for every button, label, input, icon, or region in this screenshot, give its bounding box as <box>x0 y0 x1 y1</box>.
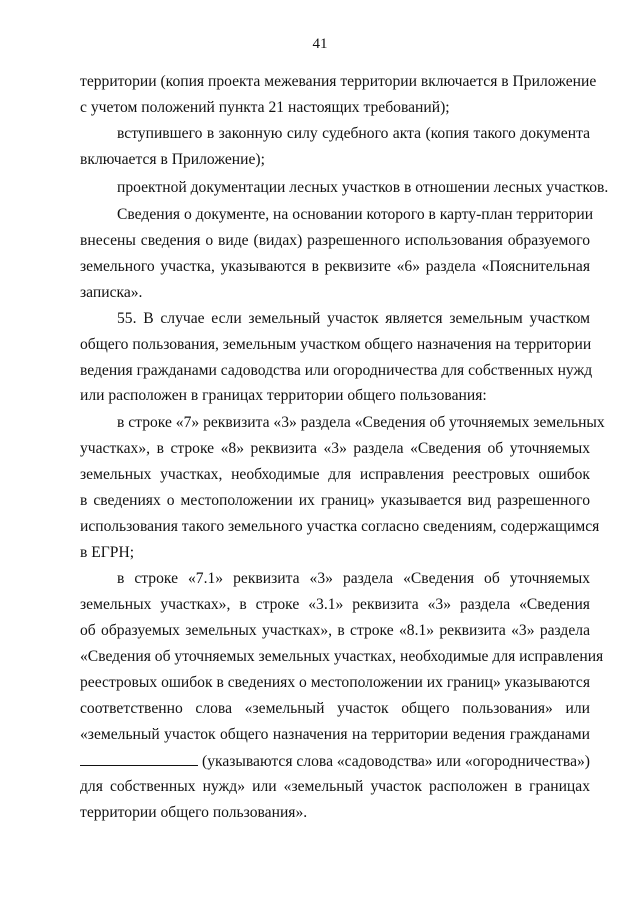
text-fragment: (указываются слова «садоводства» или «огородничества») <box>202 753 590 770</box>
text-line: или расположен в границах территории общего пользования: <box>80 387 487 404</box>
text-line: внесены сведения о виде (видах) разрешенного использования образуемого <box>80 232 590 249</box>
text-line-with-blank <box>80 751 590 772</box>
text-line: земельных участках», в строке «3.1» реквизита «3» раздела «Сведения <box>80 596 590 613</box>
text-line: записка». <box>80 284 143 301</box>
page-number: 41 <box>312 36 328 52</box>
text-line: об образуемых земельных участках», в строке «8.1» реквизита «3» раздела <box>80 622 590 639</box>
text-line: ведения гражданами садоводства или огородничества для собственных нужд <box>80 362 593 379</box>
text-line: 55. В случае если земельный участок является земельным участком <box>117 310 590 327</box>
text-line: «земельный участок общего назначения на территории ведения гражданами <box>80 726 590 743</box>
text-line: использования такого земельного участка согласно сведениям, содержащимся <box>80 518 600 535</box>
text-line: реестровых ошибок в сведениях о местоположении их границ» указываются <box>80 674 590 691</box>
text-line: в строке «7» реквизита «3» раздела «Сведения об уточняемых земельных <box>117 414 605 431</box>
text-line: Сведения о документе, на основании которого в карту-план территории <box>117 206 594 223</box>
text-line: «Сведения об уточняемых земельных участках, необходимые для исправления <box>80 648 604 665</box>
text-line: территории общего пользования». <box>80 804 308 821</box>
text-line: с учетом положений пункта 21 настоящих требований); <box>80 99 450 116</box>
text-line: проектной документации лесных участков в отношении лесных участков. <box>117 179 609 196</box>
text-line: в сведениях о местоположении их границ» указывается вид разрешенного <box>80 492 590 509</box>
text-line: общего пользования, земельным участком общего назначения на территории <box>80 336 592 353</box>
text-line: в ЕГРН; <box>80 544 135 561</box>
text-line: земельных участках, необходимые для исправления реестровых ошибок <box>80 466 590 483</box>
text-line: соответственно слова «земельный участок общего пользования» или <box>80 700 590 717</box>
text-line: участках», в строке «8» реквизита «3» раздела «Сведения об уточняемых <box>80 440 590 457</box>
blank-line <box>80 751 198 766</box>
text-line: для собственных нужд» или «земельный участок расположен в границах <box>80 778 590 795</box>
text-line: земельного участка, указываются в реквизите «6» раздела «Пояснительная <box>80 258 590 275</box>
text-line: включается в Приложение); <box>80 151 265 168</box>
text-line: в строке «7.1» реквизита «3» раздела «Сведения об уточняемых <box>117 570 590 587</box>
text-line: вступившего в законную силу судебного акта (копия такого документа <box>117 125 590 142</box>
text-line: территории (копия проекта межевания территории включается в Приложение <box>80 73 597 90</box>
